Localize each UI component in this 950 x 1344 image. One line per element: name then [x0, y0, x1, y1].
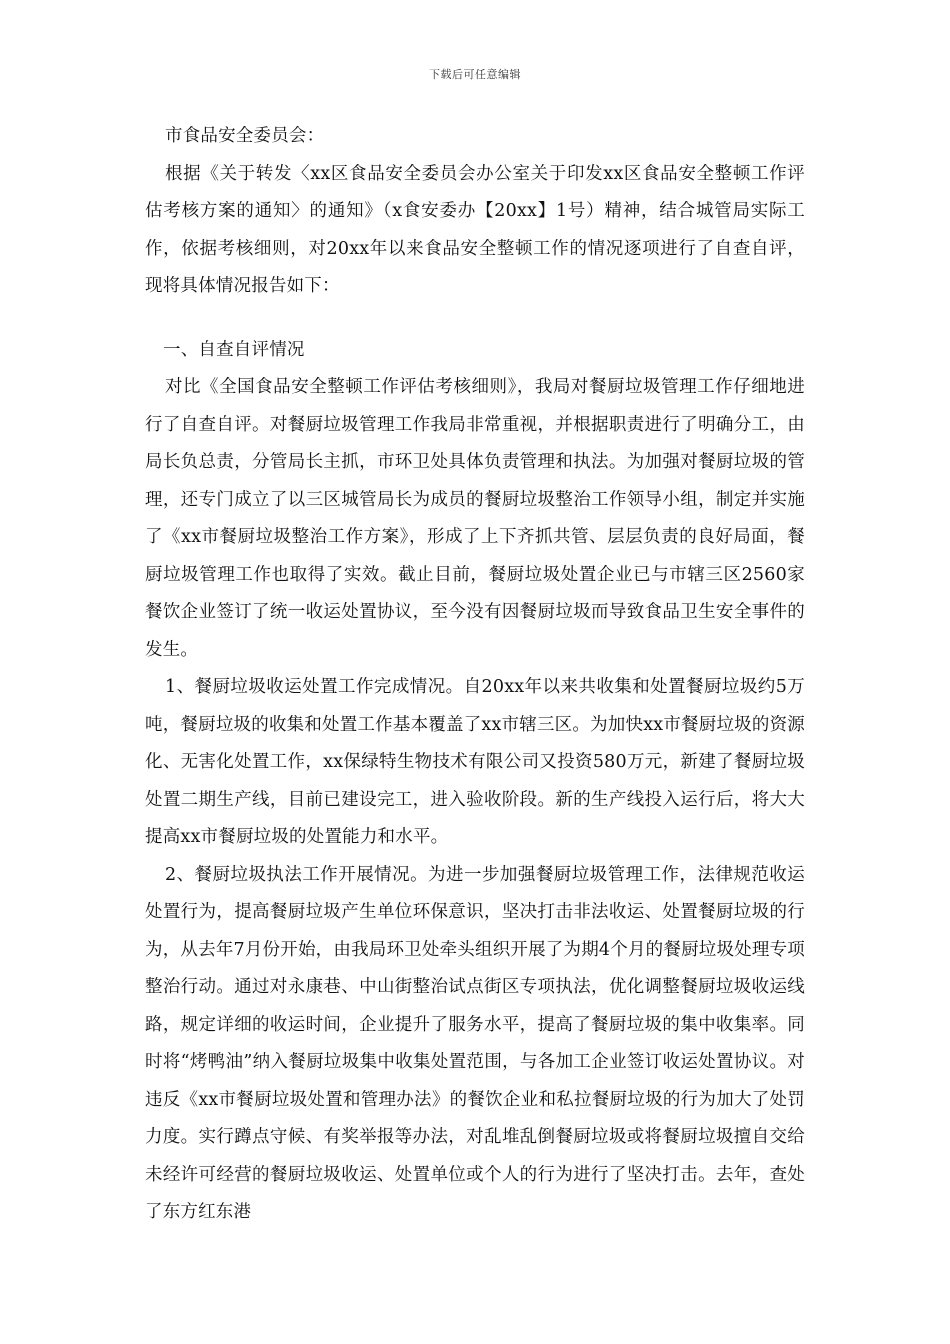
section-heading: 一、自查自评情况: [163, 339, 305, 360]
document-body: [145, 118, 805, 1232]
section-paragraph: 对比《全国食品安全整顿工作评估考核细则》，我局对餐厨垃圾管理工作仔细地进行了自查自评。对餐厨垃圾管理工作我局非常重视，并根据职责进行了明确分工，由局长负总责，分管局长主抓，市环卫处具体负责管理和执法。为加强对餐厨垃圾的管理，还专门成立了以三区城管局长为成员的餐厨垃圾整治工作领导小组，制定并实施了《xx市餐厨垃圾整治工作方案》，形成了上下齐抓共管、层层负责的良好局面，餐厨垃圾管理工作也取得了实效。截止目前，餐厨垃圾处置企业已与市辖三区2560家餐饮企业签订了统一收运处置协议，至今没有因餐厨垃圾而导致食品卫生安全事件的发生。: [145, 377, 805, 660]
item-paragraph-1: 1、餐厨垃圾收运处置工作完成情况。自20xx年以来共收集和处置餐厨垃圾约5万吨，餐厨垃圾的收集和处置工作基本覆盖了xx市辖三区。为加快xx市餐厨垃圾的资源化、无害化处置工作，xx保绿特生物技术有限公司又投资580万元，新建了餐厨垃圾处置二期生产线，目前已建设完工，进入验收阶段。新的生产线投入运行后，将大大提高xx市餐厨垃圾的处置能力和水平。: [145, 677, 805, 847]
item-paragraph-2: 2、餐厨垃圾执法工作开展情况。为进一步加强餐厨垃圾管理工作，法律规范收运处置行为，提高餐厨垃圾产生单位环保意识，坚决打击非法收运、处置餐厨垃圾的行为，从去年7月份开始，由我局环卫处牵头组织开展了为期4个月的餐厨垃圾处理专项整治行动。通过对永康巷、中山街整治试点街区专项执法，优化调整餐厨垃圾收运线路，规定详细的收运时间，企业提升了服务水平，提高了餐厨垃圾的集中收集率。同时将“烤鸭油”纳入餐厨垃圾集中收集处置范围，与各加工企业签订收运处置协议。对违反《xx市餐厨垃圾处置和管理办法》的餐饮企业和私拉餐厨垃圾的行为加大了处罚力度。实行蹲点守候、有奖举报等办法，对乱堆乱倒餐厨垃圾或将餐厨垃圾擅自交给未经许可经营的餐厨垃圾收运、处置单位或个人的行为进行了坚决打击。去年，查处了东方红东港: [145, 864, 805, 1222]
intro-paragraph: 根据《关于转发〈xx区食品安全委员会办公室关于印发xx区食品安全整顿工作评估考核方案的通知〉的通知》（x食安委办【20xx】1号）精神，结合城管局实际工作，依据考核细则，对20xx年以来食品安全整顿工作的情况逐项进行了自查自评，现将具体情况报告如下：: [145, 163, 805, 296]
page-header: 下载后可任意编辑: [429, 68, 521, 81]
salutation: 市食品安全委员会：: [165, 126, 325, 146]
